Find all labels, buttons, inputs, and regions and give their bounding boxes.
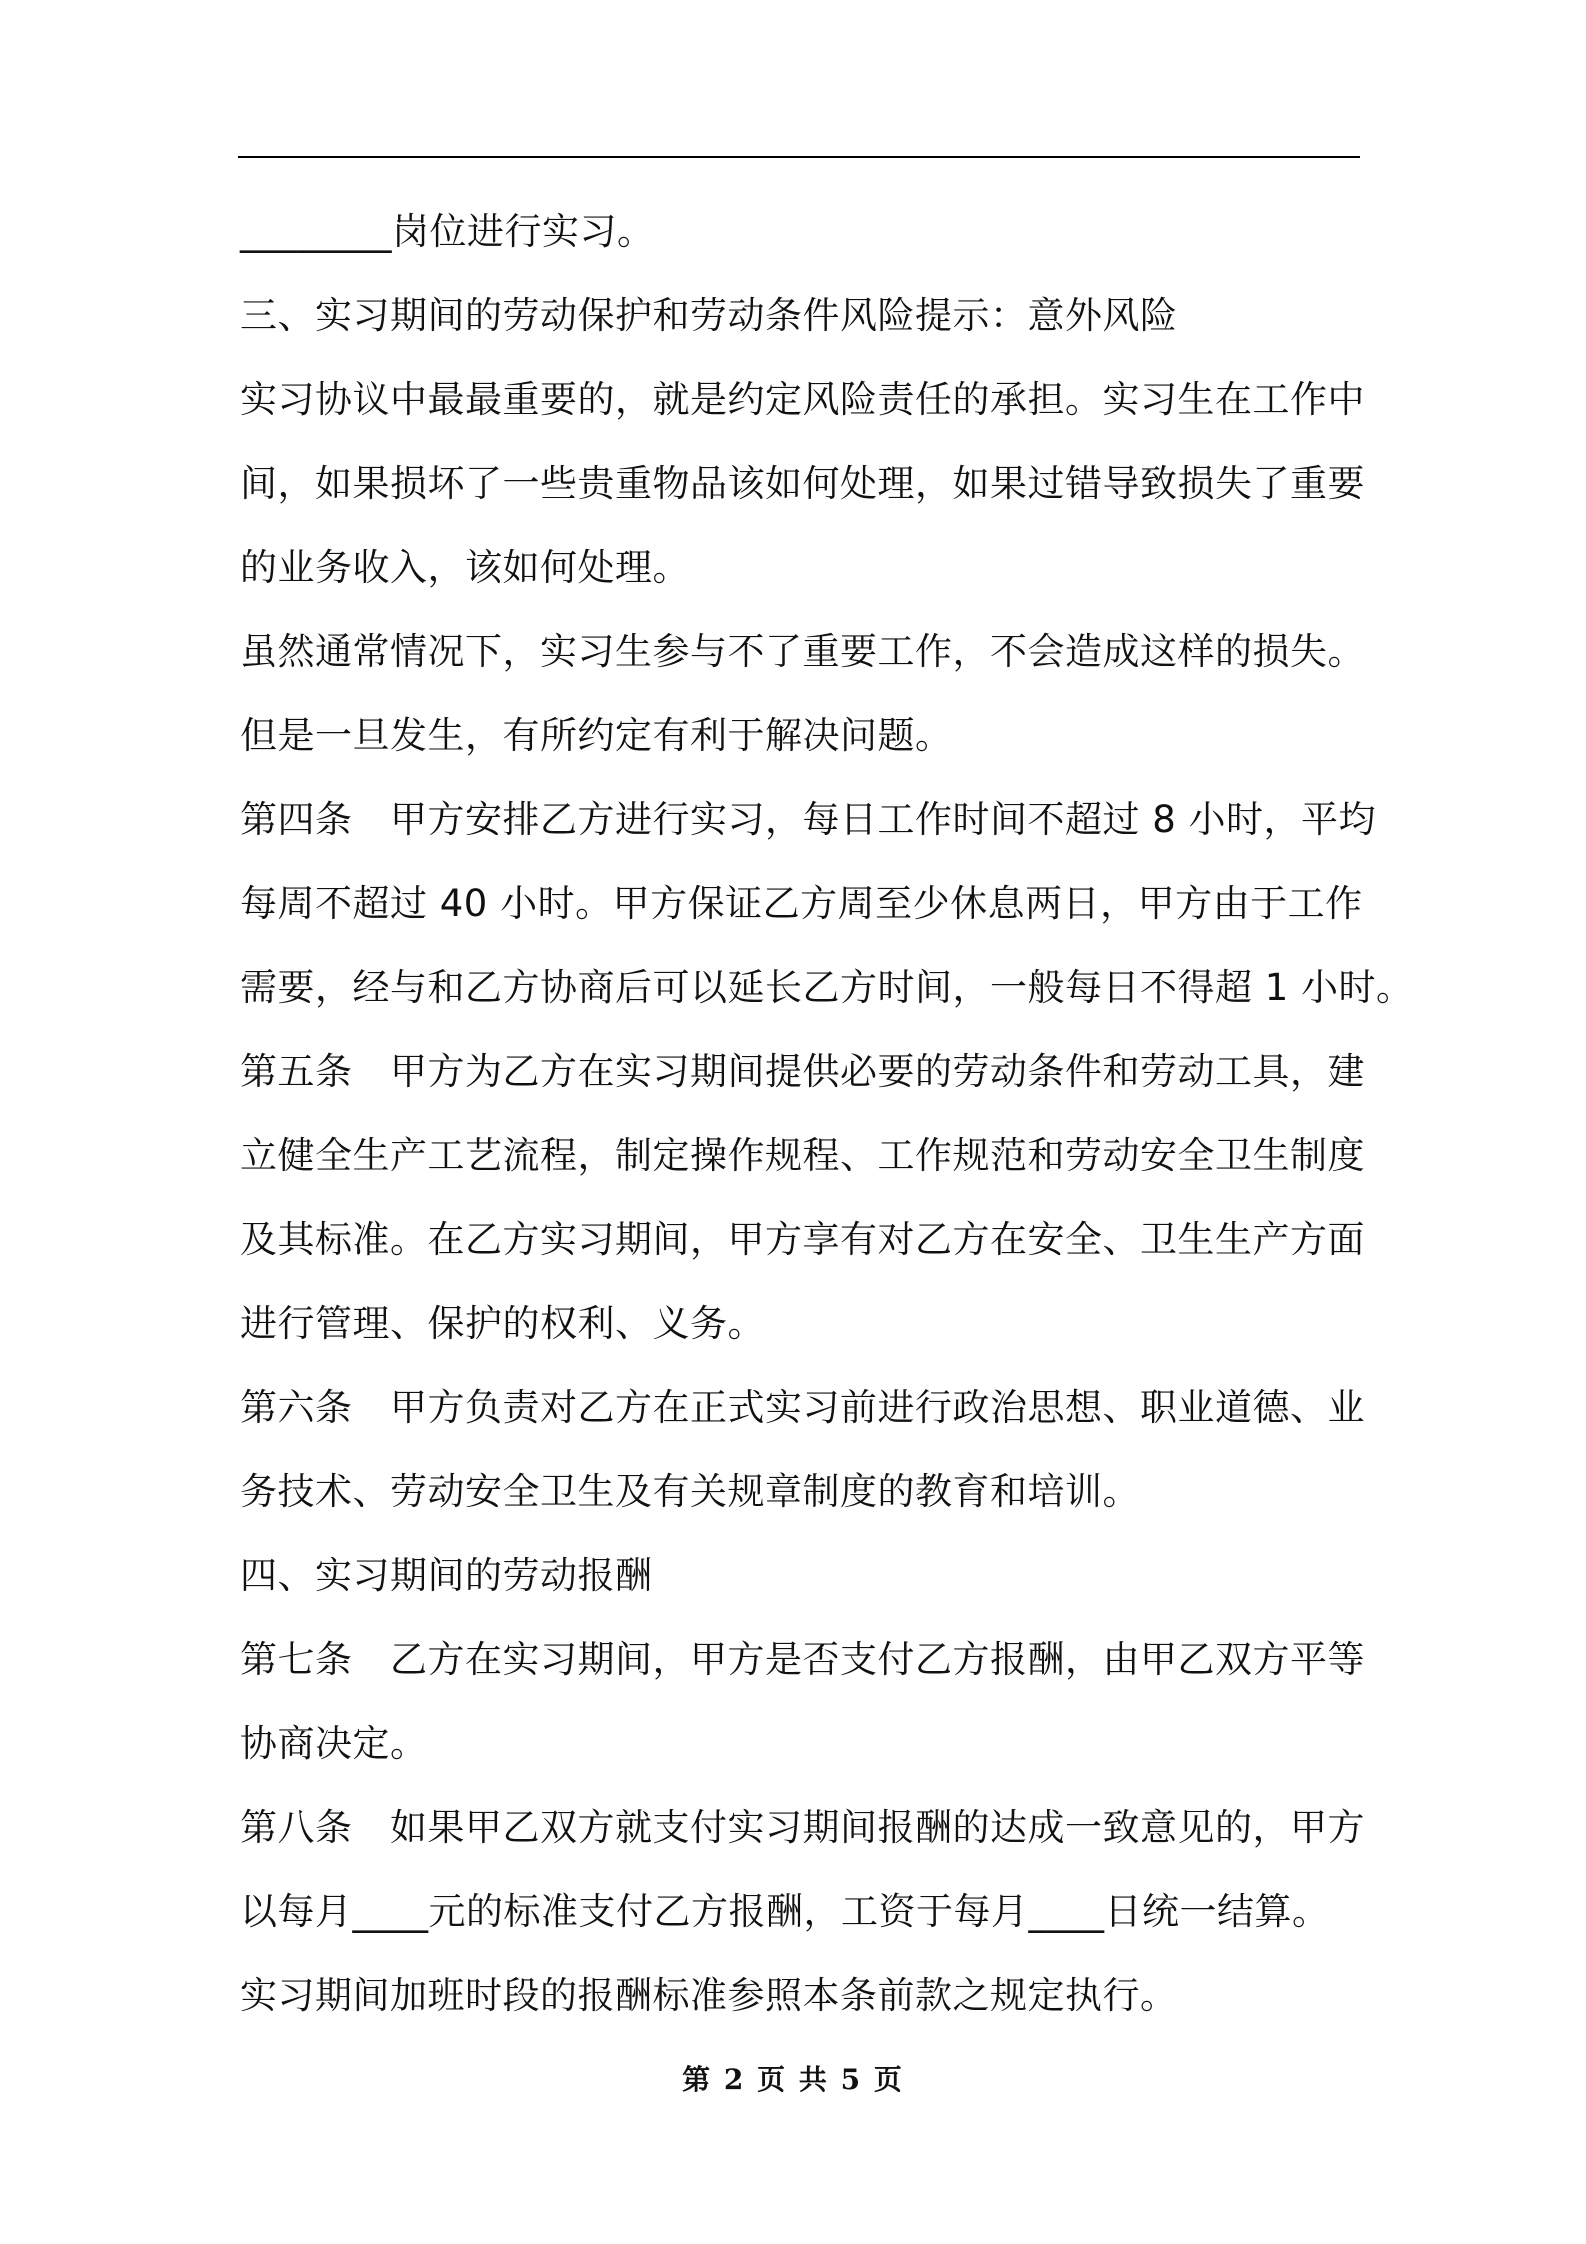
text-line: ________岗位进行实习。 — [240, 210, 655, 253]
text-line: 务技术、劳动安全卫生及有关规章制度的教育和培训。 — [240, 1470, 1140, 1513]
text-line: 但是一旦发生，有所约定有利于解决问题。 — [240, 714, 953, 757]
text-line: 虽然通常情况下，实习生参与不了重要工作，不会造成这样的损失。 — [240, 630, 1365, 673]
text-line: 协商决定。 — [240, 1722, 428, 1765]
section-heading: 四、实习期间的劳动报酬 — [240, 1554, 653, 1597]
article-4-line: 第四条 甲方安排乙方进行实习，每日工作时间不超过 8 小时，平均 — [240, 798, 1377, 841]
header-rule — [238, 156, 1360, 158]
text-line: 每周不超过 40 小时。甲方保证乙方周至少休息两日，甲方由于工作 — [240, 882, 1363, 925]
document-body — [240, 190, 1414, 2038]
text-line: 以每月____元的标准支付乙方报酬，工资于每月____日统一结算。 — [240, 1890, 1330, 1933]
text-line: 需要，经与和乙方协商后可以延长乙方时间，一般每日不得超 1 小时。 — [240, 966, 1414, 1009]
page-number: 第 2 页 共 5 页 — [682, 2063, 904, 2096]
text-line: 的业务收入，该如何处理。 — [240, 546, 690, 589]
text-line: 间，如果损坏了一些贵重物品该如何处理，如果过错导致损失了重要 — [240, 462, 1365, 505]
text-line: 及其标准。在乙方实习期间，甲方享有对乙方在安全、卫生生产方面 — [240, 1218, 1365, 1261]
article-7-line: 第七条 乙方在实习期间，甲方是否支付乙方报酬，由甲乙双方平等 — [240, 1638, 1365, 1681]
text-line: 实习期间加班时段的报酬标准参照本条前款之规定执行。 — [240, 1974, 1178, 2017]
text-line: 进行管理、保护的权利、义务。 — [240, 1302, 765, 1345]
article-8-line: 第八条 如果甲乙双方就支付实习期间报酬的达成一致意见的，甲方 — [240, 1806, 1365, 1849]
section-heading: 三、实习期间的劳动保护和劳动条件风险提示：意外风险 — [240, 294, 1178, 337]
article-5-line: 第五条 甲方为乙方在实习期间提供必要的劳动条件和劳动工具，建 — [240, 1050, 1365, 1093]
article-6-line: 第六条 甲方负责对乙方在正式实习前进行政治思想、职业道德、业 — [240, 1386, 1365, 1429]
body-text — [240, 190, 1414, 2038]
text-line: 立健全生产工艺流程，制定操作规程、工作规范和劳动安全卫生制度 — [240, 1134, 1365, 1177]
text-line: 实习协议中最最重要的，就是约定风险责任的承担。实习生在工作中 — [240, 378, 1365, 421]
